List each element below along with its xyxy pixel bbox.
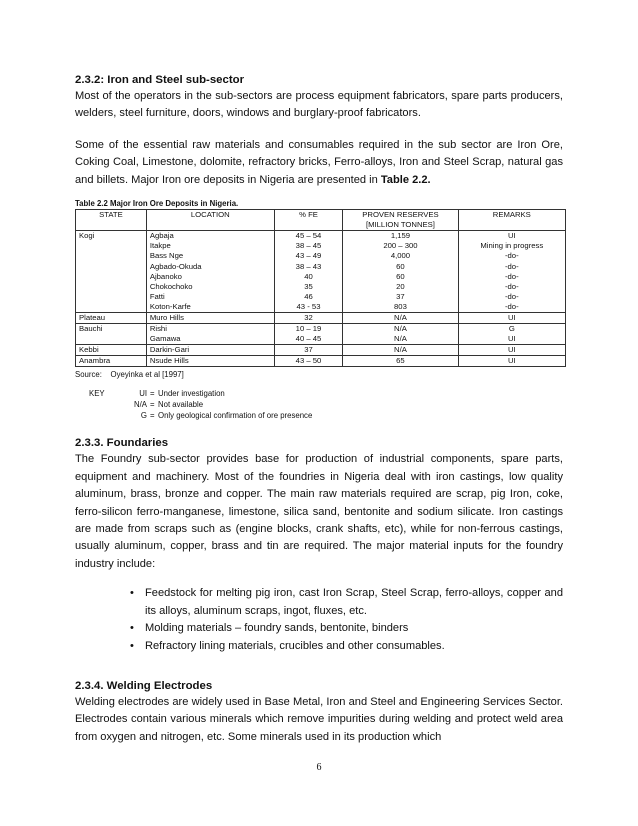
cell-text: 40 – 45 xyxy=(295,334,322,344)
cell-location xyxy=(146,231,274,313)
spacer xyxy=(75,573,563,585)
cell-state xyxy=(76,345,147,356)
cell-text: 35 xyxy=(304,281,313,291)
key-code: N/A xyxy=(134,400,147,410)
cell-fe xyxy=(274,356,343,367)
key-description: Only geological confirmation of ore presence xyxy=(158,411,313,421)
key-equals: = xyxy=(150,400,155,410)
cell-text: 60 xyxy=(396,271,405,281)
table-row xyxy=(76,345,566,356)
source-text: Oyeyinka et al [1997] xyxy=(110,370,184,380)
cell-state xyxy=(76,324,147,345)
bullet-icon: • xyxy=(130,639,134,652)
cell-text: 10 – 19 xyxy=(295,324,322,334)
cell-text: UI xyxy=(507,312,516,322)
cell-text: Koton-Karfe xyxy=(149,301,191,311)
cell-text: UI xyxy=(507,231,516,241)
source-label: Source: xyxy=(75,370,102,380)
list-item xyxy=(75,620,563,637)
spacer xyxy=(75,123,563,137)
table-row xyxy=(76,231,566,313)
cell-text: -do- xyxy=(504,281,519,291)
table-source xyxy=(75,369,563,380)
cell-fe xyxy=(274,231,343,313)
welding-paragraph: Welding electrodes are widely used in Base Metal, Iron and Steel and Engineering Services Sector. Electrodes contain various minerals which remove impurities during welding and protect weld area from oxygen and nitrogen, etc. Some minerals used in its production which xyxy=(75,695,563,743)
foundry-inputs-list xyxy=(75,585,563,655)
header-reserves-line-2: [MILLION TONNES] xyxy=(365,220,435,230)
cell-text: 46 xyxy=(304,291,313,301)
foundaries-paragraph: The Foundry sub-sector provides base for production of industrial components, spare parts, equipment and machinery. Most of the foundries in Nigeria deal with iron castings, low quality aluminum, brass, bronze and copper. The main raw materials required are scrap, pig Iron, coke, ferro-silicon ferro-manganese, limestone, silica sand, bentonite and sodium silicate. Iron castings are made from scraps such as (engine blocks, crank shafts, etc), while for non-ferrous castings, usually aluminum, copper, brass and tin are required. The major material inputs for the foundry industry include: xyxy=(75,453,563,570)
cell-fe xyxy=(274,324,343,345)
cell-reserves xyxy=(343,231,458,313)
cell-text: Muro Hills xyxy=(149,312,184,322)
cell-text: Gamawa xyxy=(149,334,181,344)
cell-text: 40 xyxy=(304,271,313,281)
cell-text: Bauchi xyxy=(79,324,103,334)
cell-text: UI xyxy=(507,334,516,344)
cell-text: Plateau xyxy=(79,312,106,322)
cell-text: UI xyxy=(507,345,516,355)
key-label: KEY xyxy=(89,389,105,399)
cell-text: 37 xyxy=(304,345,313,355)
iron-steel-paragraph-2 xyxy=(75,137,563,189)
cell-text: N/A xyxy=(394,334,407,344)
page-content xyxy=(75,73,563,746)
cell-remarks xyxy=(458,345,565,356)
section-heading-iron-steel: 2.3.2: Iron and Steel sub-sector xyxy=(75,74,245,86)
table-header-row xyxy=(76,210,566,231)
cell-text: N/A xyxy=(394,345,407,355)
table-row xyxy=(76,356,566,367)
key-description: Under investigation xyxy=(158,389,225,399)
list-item-text: Molding materials – foundry sands, bentonite, binders xyxy=(145,622,409,635)
cell-text: Kogi xyxy=(79,231,95,241)
cell-state xyxy=(76,356,147,367)
iron-steel-paragraph-2-text: Some of the essential raw materials and consumables required in the sub sector are Iron Ore, Coking Coal, Limestone, dolomite, refractory bricks, Ferro-alloys, Iron and Steel Scrap, natural gas and billets. Major Iron ore deposits in Nigeria are presented in xyxy=(75,138,563,186)
key-row xyxy=(89,388,563,399)
cell-text: Bass Nge xyxy=(149,251,184,261)
cell-location xyxy=(146,324,274,345)
cell-text: Kebbi xyxy=(79,345,99,355)
header-fe: % FE xyxy=(274,210,343,231)
key-row xyxy=(89,410,563,421)
key-code: UI xyxy=(139,389,147,399)
cell-remarks xyxy=(458,312,565,323)
key-equals: = xyxy=(150,389,155,399)
key-code: G xyxy=(140,411,147,421)
cell-location xyxy=(146,356,274,367)
cell-text: 45 – 54 xyxy=(295,231,322,241)
key-row xyxy=(89,399,563,410)
cell-text: 43 – 49 xyxy=(295,251,322,261)
iron-steel-paragraph-1: Most of the operators in the sub-sectors are process equipment fabricators, spare parts producers, welders, steel furniture, doors, windows and burglary-proof fabricators. xyxy=(75,90,563,120)
cell-text: 803 xyxy=(394,301,407,311)
section-heading-foundaries: 2.3.3. Foundaries xyxy=(75,437,169,450)
cell-remarks xyxy=(458,324,565,345)
table-row xyxy=(76,324,566,345)
cell-reserves xyxy=(343,312,458,323)
list-item-text: Refractory lining materials, crucibles and other consumables. xyxy=(145,639,445,652)
bullet-icon: • xyxy=(130,622,134,635)
cell-text: Rishi xyxy=(149,324,167,334)
cell-text: -do- xyxy=(504,261,519,271)
cell-text: -do- xyxy=(504,301,519,311)
cell-text: Agbado-Okuda xyxy=(149,261,202,271)
cell-text: 200 – 300 xyxy=(383,241,418,251)
cell-text: G xyxy=(508,324,515,334)
cell-text: 38 – 45 xyxy=(295,241,322,251)
cell-remarks xyxy=(458,356,565,367)
cell-location xyxy=(146,345,274,356)
list-item xyxy=(75,585,563,620)
cell-text: 32 xyxy=(304,312,313,322)
header-state: STATE xyxy=(76,210,147,231)
cell-fe xyxy=(274,345,343,356)
table-key xyxy=(89,388,563,421)
list-item xyxy=(75,638,563,655)
cell-text: Nsude Hills xyxy=(149,356,189,366)
cell-text: Mining in progress xyxy=(480,241,544,251)
cell-text: Agbaja xyxy=(149,231,174,241)
cell-state xyxy=(76,312,147,323)
cell-text: -do- xyxy=(504,271,519,281)
cell-text: 37 xyxy=(396,291,405,301)
header-remarks: REMARKS xyxy=(458,210,565,231)
table-reference: Table 2.2. xyxy=(380,173,431,186)
cell-text: Itakpe xyxy=(149,241,171,251)
header-location: LOCATION xyxy=(146,210,274,231)
spacer xyxy=(75,655,563,679)
cell-fe xyxy=(274,312,343,323)
cell-text: 43 - 53 xyxy=(296,301,321,311)
cell-text: -do- xyxy=(504,291,519,301)
cell-state xyxy=(76,231,147,313)
cell-text: Ajbanoko xyxy=(149,271,182,281)
key-equals: = xyxy=(150,411,155,421)
spacer xyxy=(75,189,563,198)
spacer xyxy=(75,421,563,436)
cell-text: Anambra xyxy=(79,356,111,366)
cell-remarks xyxy=(458,231,565,313)
cell-text: 20 xyxy=(396,281,405,291)
cell-text: 4,000 xyxy=(390,251,411,261)
cell-text: 1,159 xyxy=(390,231,411,241)
cell-text: Fatti xyxy=(149,291,165,301)
cell-text: N/A xyxy=(394,324,407,334)
key-description: Not available xyxy=(158,400,204,410)
cell-text: 65 xyxy=(396,356,405,366)
cell-location xyxy=(146,312,274,323)
cell-text: UI xyxy=(507,356,516,366)
table-body xyxy=(76,231,566,367)
cell-text: 43 – 50 xyxy=(295,356,322,366)
cell-text: Chokochoko xyxy=(149,281,193,291)
table-row xyxy=(76,312,566,323)
iron-ore-table xyxy=(75,209,566,367)
section-heading-welding: 2.3.4. Welding Electrodes xyxy=(75,679,213,692)
cell-text: 60 xyxy=(396,261,405,271)
page-number: 6 xyxy=(316,762,322,773)
cell-reserves xyxy=(343,356,458,367)
header-reserves-line-1: PROVEN RESERVES xyxy=(362,210,439,220)
bullet-icon: • xyxy=(130,587,134,600)
cell-text: -do- xyxy=(504,251,519,261)
table-caption: Table 2.2 Major Iron Ore Deposits in Nigeria. xyxy=(75,199,239,209)
cell-reserves xyxy=(343,324,458,345)
cell-text: 38 – 43 xyxy=(295,261,322,271)
list-item-text: Feedstock for melting pig iron, cast Iron Scrap, Steel Scrap, ferro-alloys, copper and its alloys, aluminum scraps, ingot, fluxes, etc. xyxy=(145,587,563,617)
cell-reserves xyxy=(343,345,458,356)
header-reserves xyxy=(343,210,458,231)
cell-text: N/A xyxy=(394,312,407,322)
cell-text: Darkin-Gari xyxy=(149,345,190,355)
